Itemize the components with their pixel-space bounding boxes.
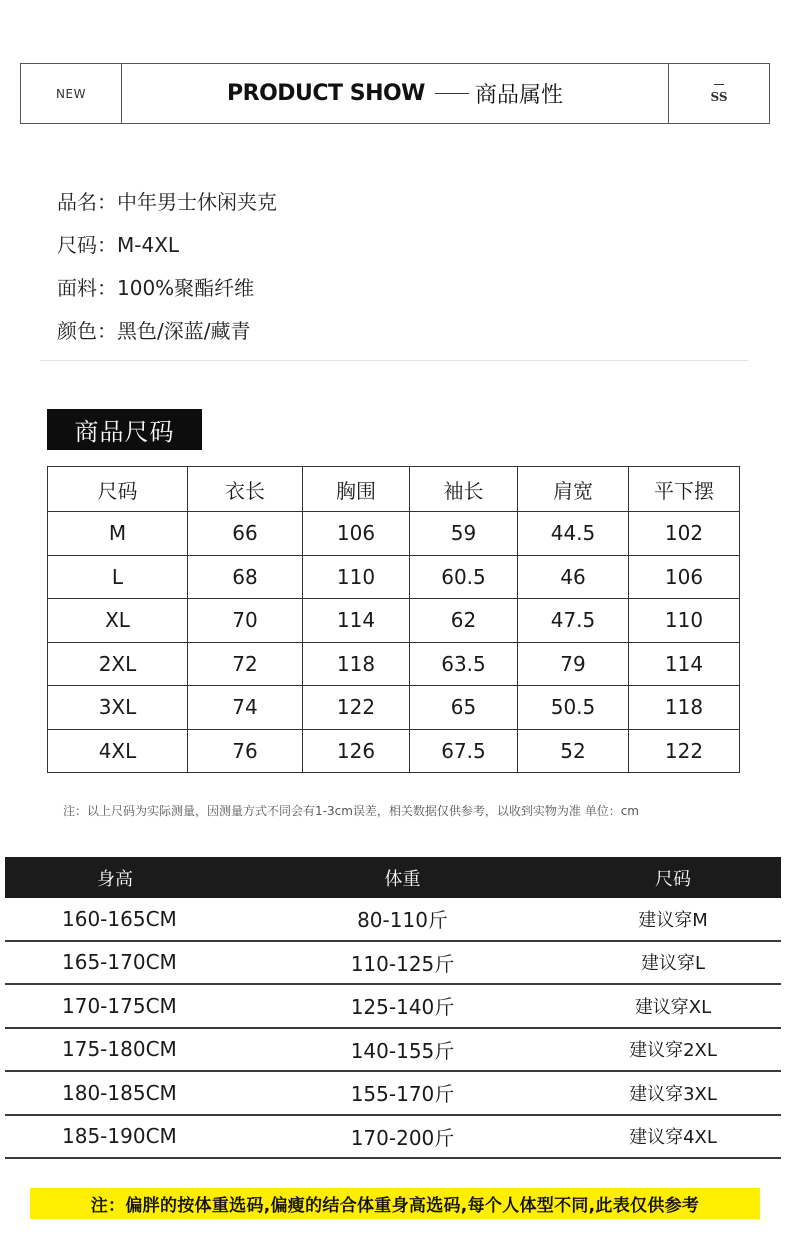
weight-cell: 110-125斤 bbox=[350, 951, 455, 976]
measurement-note: 注：以上尺码为实际测量，因测量方式不同会有1-3cm误差，相关数据仅供参考，以收到实物为准 单位：cm bbox=[63, 804, 639, 818]
table-cell: 76 bbox=[188, 729, 303, 773]
header-cell: 袖长 bbox=[410, 467, 518, 512]
table-cell: 59 bbox=[410, 512, 518, 556]
table-cell: 110 bbox=[629, 599, 740, 643]
table-cell: 102 bbox=[629, 512, 740, 556]
table-cell: 63.5 bbox=[410, 642, 518, 686]
table-cell: 66 bbox=[188, 512, 303, 556]
header-title-cn: 商品属性 bbox=[474, 83, 563, 108]
table-row bbox=[5, 1116, 781, 1160]
table-cell: 126 bbox=[303, 729, 410, 773]
table-cell: 114 bbox=[629, 642, 740, 686]
prop-label: 面料： bbox=[57, 276, 117, 300]
table-row bbox=[48, 686, 740, 730]
header-weight: 体重 bbox=[384, 868, 421, 890]
prop-value: 中年男士休闲夹克 bbox=[117, 190, 277, 214]
table-row bbox=[48, 599, 740, 643]
table-cell: 118 bbox=[629, 686, 740, 730]
table-cell: 122 bbox=[303, 686, 410, 730]
header-title-en: PRODUCT SHOW bbox=[227, 81, 425, 106]
size-table bbox=[47, 466, 740, 773]
table-cell: 46 bbox=[518, 555, 629, 599]
header-title bbox=[122, 64, 668, 123]
prop-value: M-4XL bbox=[117, 233, 180, 257]
table-cell: 79 bbox=[518, 642, 629, 686]
product-show-header bbox=[20, 63, 770, 124]
table-row bbox=[5, 898, 781, 942]
height-cell: 185-190CM bbox=[62, 1124, 177, 1149]
size-section-title: 商品尺码 bbox=[47, 409, 202, 450]
header-cell: 肩宽 bbox=[518, 467, 629, 512]
size-cell: 2XL bbox=[48, 642, 188, 686]
height-cell: 175-180CM bbox=[62, 1037, 177, 1062]
prop-label: 尺码： bbox=[57, 233, 117, 257]
prop-value: 100%聚酯纤维 bbox=[117, 276, 255, 300]
table-row bbox=[48, 729, 740, 773]
table-cell: 106 bbox=[303, 512, 410, 556]
size-cell: 3XL bbox=[48, 686, 188, 730]
recommend-table-header bbox=[5, 857, 781, 898]
weight-cell: 170-200斤 bbox=[350, 1125, 455, 1150]
table-cell: 44.5 bbox=[518, 512, 629, 556]
prop-color bbox=[57, 314, 277, 357]
table-row bbox=[48, 512, 740, 556]
size-cell: M bbox=[48, 512, 188, 556]
table-row bbox=[5, 985, 781, 1029]
size-advice-cell: 建议穿M bbox=[638, 909, 708, 931]
size-advice-cell: 建议穿L bbox=[640, 953, 706, 975]
prop-fabric bbox=[57, 271, 277, 314]
table-cell: 52 bbox=[518, 729, 629, 773]
ss-mark bbox=[668, 64, 769, 123]
height-cell: 180-185CM bbox=[62, 1080, 177, 1105]
size-advice-cell: 建议穿3XL bbox=[629, 1083, 717, 1105]
recommend-table bbox=[5, 857, 781, 1159]
height-cell: 165-170CM bbox=[62, 950, 177, 975]
ss-label: SS bbox=[710, 89, 728, 104]
size-table-header bbox=[48, 467, 740, 512]
weight-cell: 155-170斤 bbox=[350, 1082, 455, 1107]
prop-label: 颜色： bbox=[57, 319, 117, 343]
table-cell: 70 bbox=[188, 599, 303, 643]
table-cell: 47.5 bbox=[518, 599, 629, 643]
size-cell: 4XL bbox=[48, 729, 188, 773]
table-cell: 72 bbox=[188, 642, 303, 686]
size-advice-cell: 建议穿XL bbox=[634, 996, 712, 1018]
table-cell: 65 bbox=[410, 686, 518, 730]
prop-label: 品名： bbox=[57, 190, 117, 214]
header-cell: 平下摆 bbox=[629, 467, 740, 512]
header-cell: 胸围 bbox=[303, 467, 410, 512]
table-row bbox=[48, 642, 740, 686]
table-cell: 110 bbox=[303, 555, 410, 599]
table-row bbox=[5, 942, 781, 986]
prop-name bbox=[57, 185, 277, 228]
table-row bbox=[5, 1072, 781, 1116]
divider bbox=[40, 360, 748, 361]
ss-bar bbox=[714, 84, 724, 85]
table-cell: 50.5 bbox=[518, 686, 629, 730]
weight-cell: 80-110斤 bbox=[357, 908, 448, 933]
title-dash bbox=[435, 93, 469, 94]
height-cell: 160-165CM bbox=[62, 906, 177, 931]
table-row bbox=[48, 555, 740, 599]
prop-value: 黑色/深蓝/藏青 bbox=[117, 319, 251, 343]
header-cell: 尺码 bbox=[48, 467, 188, 512]
table-cell: 122 bbox=[629, 729, 740, 773]
new-label: NEW bbox=[21, 64, 122, 123]
weight-cell: 125-140斤 bbox=[350, 995, 455, 1020]
height-cell: 170-175CM bbox=[62, 993, 177, 1018]
weight-cell: 140-155斤 bbox=[350, 1038, 455, 1063]
table-cell: 74 bbox=[188, 686, 303, 730]
table-cell: 106 bbox=[629, 555, 740, 599]
product-properties bbox=[57, 185, 277, 357]
header-height: 身高 bbox=[97, 868, 133, 890]
prop-size bbox=[57, 228, 277, 271]
table-cell: 62 bbox=[410, 599, 518, 643]
table-cell: 68 bbox=[188, 555, 303, 599]
header-size: 尺码 bbox=[655, 868, 691, 890]
table-cell: 67.5 bbox=[410, 729, 518, 773]
size-advice-cell: 建议穿2XL bbox=[629, 1040, 717, 1062]
footer-note: 注：偏胖的按体重选码,偏瘦的结合体重身高选码,每个人体型不同,此表仅供参考 bbox=[30, 1188, 760, 1219]
table-cell: 60.5 bbox=[410, 555, 518, 599]
header-cell: 衣长 bbox=[188, 467, 303, 512]
table-cell: 118 bbox=[303, 642, 410, 686]
size-cell: L bbox=[48, 555, 188, 599]
table-cell: 114 bbox=[303, 599, 410, 643]
size-advice-cell: 建议穿4XL bbox=[629, 1127, 717, 1149]
table-row bbox=[5, 1029, 781, 1073]
size-cell: XL bbox=[48, 599, 188, 643]
